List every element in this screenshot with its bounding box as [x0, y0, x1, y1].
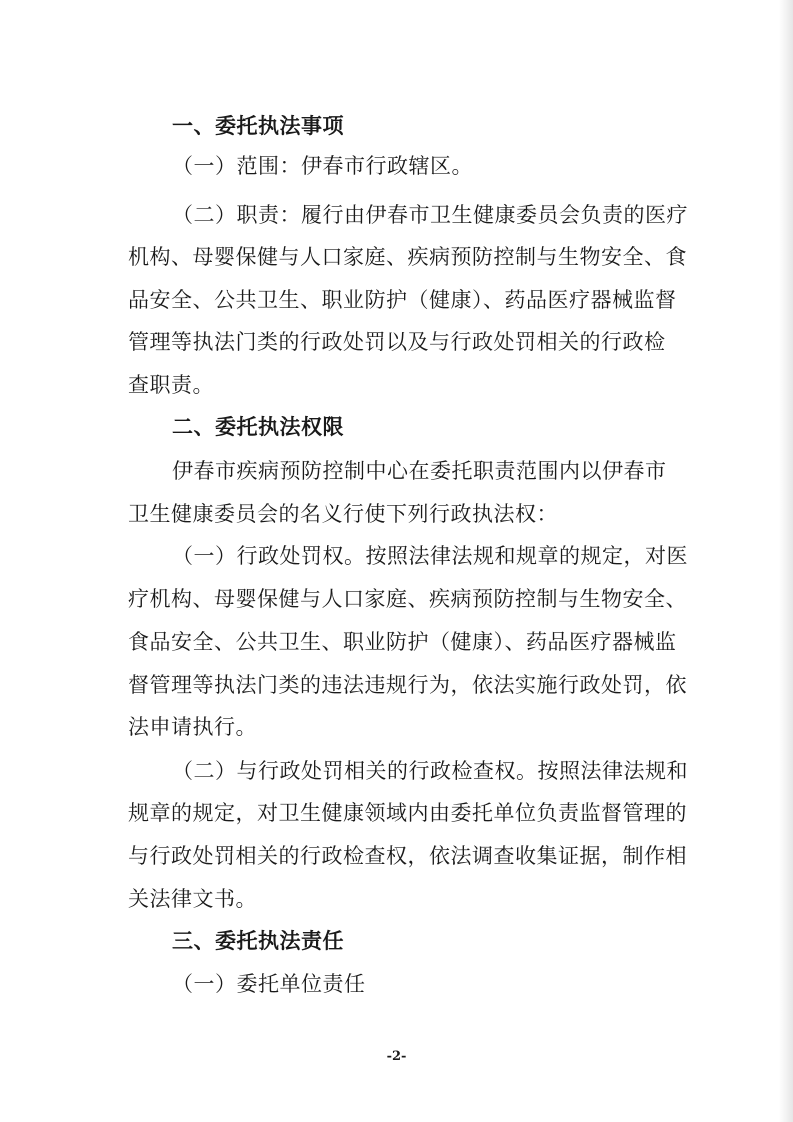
paragraph-line: 卫生健康委员会的名义行使下列行政执法权：	[128, 502, 558, 526]
paragraph-line: 关法律文书。	[128, 887, 257, 911]
paragraph-line: 督管理等执法门类的违法违规行为，依法实施行政处罚，依	[128, 673, 687, 697]
paragraph-line: 伊春市疾病预防控制中心在委托职责范围内以伊春市	[172, 459, 667, 483]
paragraph-line: 与行政处罚相关的行政检查权，依法调查收集证据，制作相	[128, 844, 687, 868]
paragraph-line: （二）职责：履行由伊春市卫生健康委员会负责的医疗	[172, 203, 688, 227]
paragraph-line: 疗机构、母婴保健与人口家庭、疾病预防控制与生物安全、	[128, 587, 687, 611]
section-heading-3: 三、委托执法责任	[172, 929, 344, 953]
paragraph-line: 管理等执法门类的行政处罚以及与行政处罚相关的行政检	[128, 330, 666, 354]
paragraph-line: 规章的规定，对卫生健康领域内由委托单位负责监督管理的	[128, 801, 687, 825]
paragraph-line: 品安全、公共卫生、职业防护（健康）、药品医疗器械监督	[128, 288, 677, 312]
section-heading-1: 一、委托执法事项	[172, 114, 344, 138]
paragraph-line: （一）范围：伊春市行政辖区。	[172, 154, 473, 178]
section-heading-2: 二、委托执法权限	[172, 415, 344, 439]
paragraph-line: （二）与行政处罚相关的行政检查权。按照法律法规和	[172, 759, 688, 783]
paragraph-line: （一）行政处罚权。按照法律法规和规章的规定，对医	[172, 544, 688, 568]
paragraph-line: 食品安全、公共卫生、职业防护（健康）、药品医疗器械监	[128, 630, 677, 654]
paragraph-line: 查职责。	[128, 373, 214, 397]
scan-edge-shadow	[779, 0, 793, 1122]
paragraph-line: 机构、母婴保健与人口家庭、疾病预防控制与生物安全、食	[128, 245, 687, 269]
page-number: -2-	[386, 1049, 407, 1064]
paragraph-line: （一）委托单位责任	[172, 972, 366, 996]
paragraph-line: 法申请执行。	[128, 715, 257, 739]
